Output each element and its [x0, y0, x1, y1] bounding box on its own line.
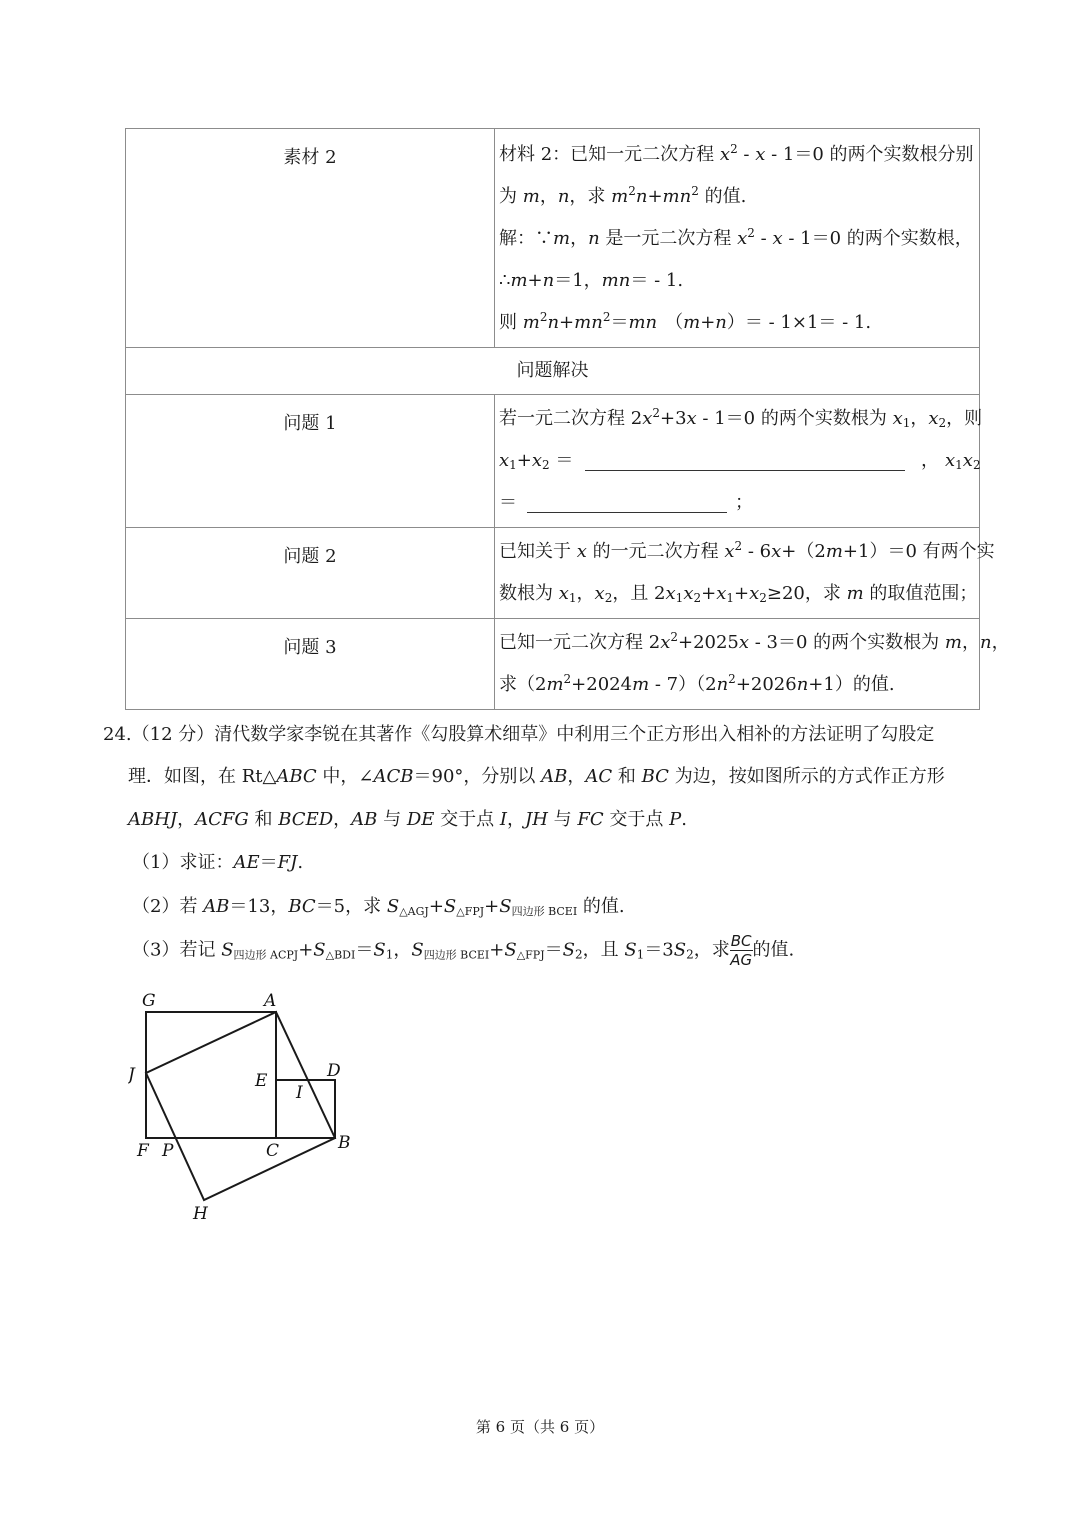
question-24-part-2: （2）若 AB＝13，BC＝5，求 $S_{\triangle AGJ}+S_{\triangle FPJ}+S_{四边形 BCEI}$ 的值. [132, 896, 625, 918]
answer-blank-product[interactable] [527, 494, 727, 513]
question-24-part-1: （1）求证：AE＝FJ. [132, 852, 304, 873]
point-label: C [266, 1141, 280, 1161]
point-label: B [338, 1133, 351, 1153]
text-line: 数根为 $x_1$，$x_2$，且 $2x_1x_2+x_1+x_2\ge 20$，求 m 的取值范围； [499, 583, 978, 605]
text-line: 已知一元二次方程 $2x^2+2025x - 3=0$ 的两个实数根为 m，n， [499, 630, 1010, 653]
text-line: 为 m，n，求 $m^2n+mn^2$ 的值. [499, 184, 747, 207]
text-line: $x_1+x_2$ ＝ ， $x_1x_2$ [499, 450, 981, 472]
table-cell-content [495, 129, 980, 348]
question-24-line: ABHJ，ACFG 和 BCED，AB 与 DE 交于点 I，JH 与 FC 交于点 P. [128, 809, 687, 830]
point-label: P [162, 1141, 174, 1161]
answer-blank-sum[interactable] [585, 452, 905, 471]
point-label: J [128, 1065, 135, 1085]
row-label: 问题 3 [283, 637, 337, 658]
question-score: （12 分） [131, 724, 215, 745]
point-label: H [193, 1204, 208, 1224]
text-line: 已知关于 x 的一元二次方程 $x^2 - 6x+(2m+1)=0$ 有两个实 [499, 539, 995, 562]
square-abhj [146, 1012, 335, 1200]
table-cell-content [495, 528, 995, 619]
table-cell-content [495, 395, 983, 528]
table-cell-label [126, 528, 495, 619]
table-cell-content [495, 619, 1010, 710]
row-label: 问题 2 [283, 546, 337, 567]
table-row [126, 619, 980, 710]
table-row [126, 395, 980, 528]
page-footer: 第 6 页（共 6 页） [475, 1418, 605, 1436]
question-24-intro: 24.（12 分）清代数学家李锐在其著作《勾股算术细草》中利用三个正方形出入相补的方法证明了勾股定 [103, 724, 935, 745]
point-label: F [137, 1141, 149, 1161]
table-cell-label [126, 619, 495, 710]
table-cell-label [126, 129, 495, 348]
text-line: ＝ ； [499, 492, 753, 513]
question-number: 24. [103, 724, 132, 745]
text-line: 解：∵m，n 是一元二次方程 $x^2 - x - 1=0$ 的两个实数根， [499, 226, 973, 249]
square-bced [276, 1080, 335, 1138]
question-24-part-3: （3）若记 $S_{四边形 ACPJ}+S_{\triangle BDI}=S_1$，$S_{四边形 BCEI}+S_{\triangle FPJ}=S_2$，且 $S_1=3S_2$，求 $\frac{BC}{AG}$ 的值. [132, 932, 795, 969]
text-line: 则 $m^2n+mn^2=mn$ （m+n）＝ - 1×1＝ - 1. [499, 310, 872, 333]
question-24-line: 理．如图，在 Rt△ABC 中，∠ACB＝90°，分别以 AB，AC 和 BC 为边，按如图所示的方式作正方形 [128, 766, 945, 787]
point-label: D [327, 1061, 341, 1081]
row-label: 素材 2 [283, 147, 337, 168]
fraction-bc-over-ag: $\frac{BC}{AG}$ [730, 932, 753, 969]
table-row [126, 528, 980, 619]
table-cell-label [126, 395, 495, 528]
point-label: A [264, 991, 277, 1011]
row-label: 问题 1 [283, 413, 337, 434]
point-label: G [142, 991, 156, 1011]
text-line: ∴m+n＝1，mn＝ - 1. [499, 270, 684, 291]
text-line: 若一元二次方程 $2x^2+3x - 1=0$ 的两个实数根为 $x_1$，$x_2$，则 [499, 406, 983, 430]
materials-table [125, 128, 1010, 710]
table-row [126, 348, 980, 395]
table-row [126, 129, 980, 348]
point-label: I [296, 1083, 303, 1103]
text-line: 材料 2：已知一元二次方程 $x^2 - x - 1=0$ 的两个实数根分别 [499, 142, 974, 165]
section-header: 问题解决 [126, 348, 980, 395]
point-label: E [255, 1071, 268, 1091]
geometry-figure [128, 985, 358, 1225]
text-line: 求$(2m^2+2024m - 7)(2n^2+2026n+1)$的值. [499, 672, 895, 695]
